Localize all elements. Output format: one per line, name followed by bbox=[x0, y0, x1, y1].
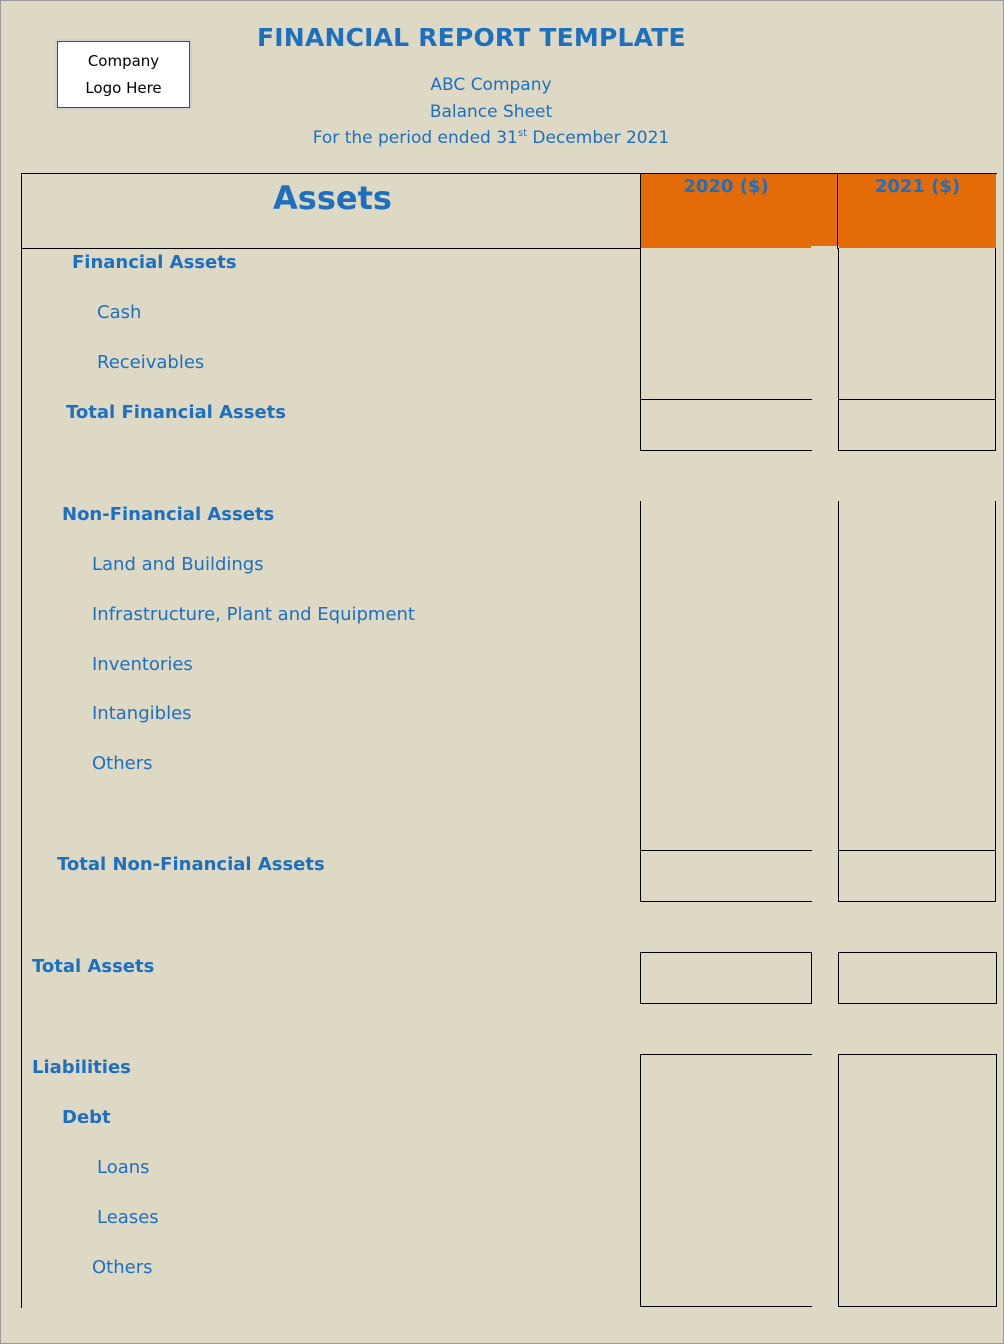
company-name: ABC Company bbox=[430, 75, 552, 95]
period-rest: December 2021 bbox=[527, 128, 670, 148]
row-debt: Debt bbox=[62, 1107, 111, 1128]
row-total-assets: Total Assets bbox=[32, 956, 155, 977]
row-others-debt: Others bbox=[92, 1257, 153, 1278]
row-cash: Cash bbox=[97, 302, 142, 323]
row-land-buildings: Land and Buildings bbox=[92, 554, 264, 575]
column-header-2021: 2021 ($) bbox=[839, 174, 996, 248]
row-loans: Loans bbox=[97, 1157, 150, 1178]
cell-total-fa-2020[interactable] bbox=[640, 399, 812, 451]
header-fill-gap bbox=[811, 174, 839, 246]
row-total-financial-assets: Total Financial Assets bbox=[66, 402, 286, 423]
row-intangibles: Intangibles bbox=[92, 703, 192, 724]
cell-liabilities-2020[interactable] bbox=[640, 1054, 812, 1307]
row-liabilities: Liabilities bbox=[32, 1057, 131, 1078]
header-bottom-border bbox=[21, 248, 641, 249]
logo-line-1: Company bbox=[87, 51, 160, 70]
cell-total-nfa-2021[interactable] bbox=[838, 850, 996, 902]
cell-total-assets-2020[interactable] bbox=[640, 952, 812, 1004]
cell-liabilities-2021[interactable] bbox=[838, 1054, 997, 1307]
row-inventories: Inventories bbox=[92, 654, 193, 675]
row-financial-assets: Financial Assets bbox=[72, 252, 237, 273]
cell-nfa-2020[interactable] bbox=[640, 501, 812, 851]
period-prefix: For the period ended 31 bbox=[312, 128, 518, 148]
period-line bbox=[1, 128, 981, 148]
cell-total-assets-2021[interactable] bbox=[838, 952, 997, 1004]
cell-fa-2020[interactable] bbox=[640, 248, 812, 400]
header-year-divider bbox=[837, 173, 838, 249]
cell-nfa-2021[interactable] bbox=[838, 501, 996, 851]
logo-line-2: Logo Here bbox=[85, 78, 162, 97]
period-suffix: st bbox=[517, 128, 528, 139]
cell-total-nfa-2020[interactable] bbox=[640, 850, 812, 902]
statement-name: Balance Sheet bbox=[429, 102, 553, 122]
row-others-nfa: Others bbox=[92, 753, 153, 774]
cell-fa-2021[interactable] bbox=[838, 248, 996, 400]
row-infrastructure: Infrastructure, Plant and Equipment bbox=[92, 604, 415, 625]
row-leases: Leases bbox=[97, 1207, 159, 1228]
section-title-assets: Assets bbox=[273, 179, 392, 217]
report-title: FINANCIAL REPORT TEMPLATE bbox=[257, 23, 686, 52]
row-receivables: Receivables bbox=[97, 352, 205, 373]
row-total-non-financial-assets: Total Non-Financial Assets bbox=[57, 854, 325, 875]
table-left-border bbox=[21, 173, 22, 1308]
column-header-2020: 2020 ($) bbox=[641, 174, 811, 248]
cell-total-fa-2021[interactable] bbox=[838, 399, 996, 451]
row-non-financial-assets: Non-Financial Assets bbox=[62, 504, 275, 525]
